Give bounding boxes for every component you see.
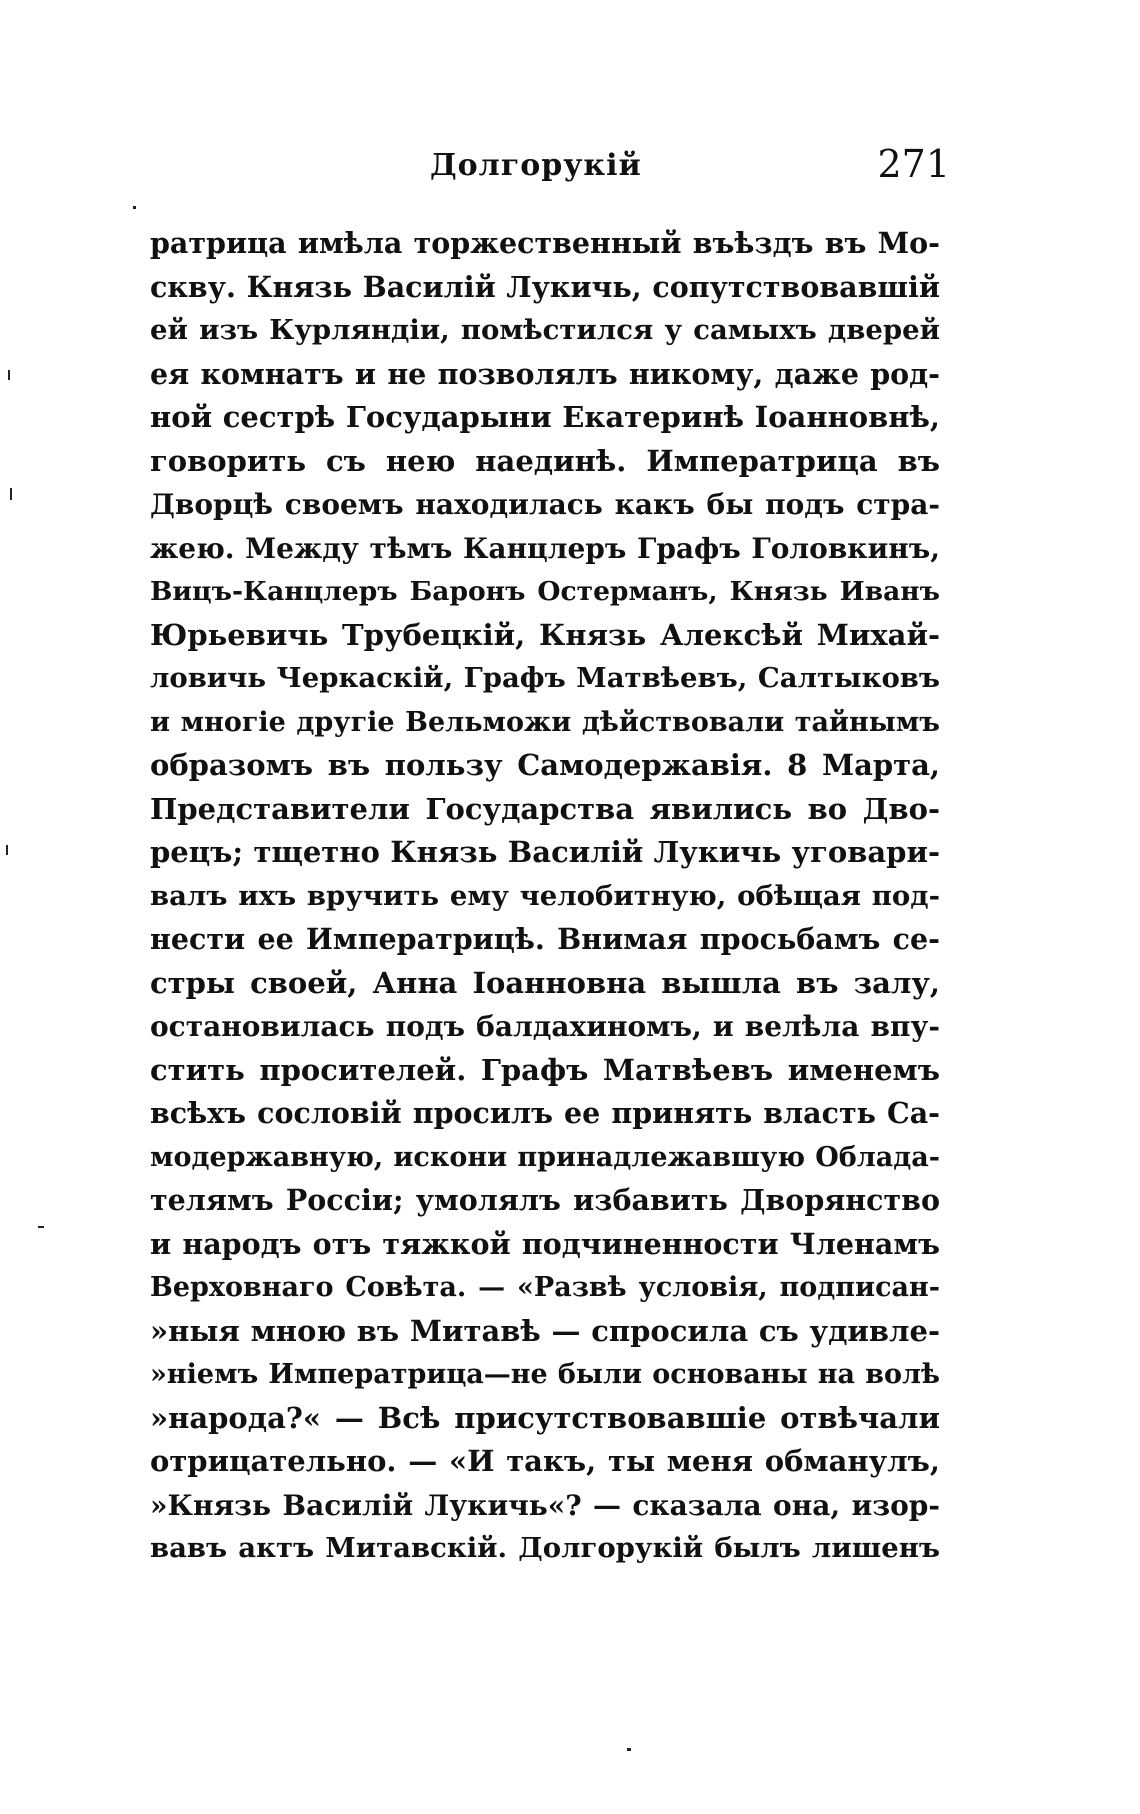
margin-speck bbox=[10, 488, 12, 500]
text-line: отрицательно. — «И такъ, ты меня обманулъ, bbox=[150, 1444, 940, 1478]
text-line: Верховнаго Совѣта. — «Развѣ условія, подписан- bbox=[150, 1272, 940, 1303]
text-line: Дворцѣ своемъ находилась какъ бы подъ стра- bbox=[150, 488, 940, 521]
text-line: Вицъ-Канцлеръ Баронъ Остерманъ, Князь Иванъ bbox=[150, 576, 940, 607]
text-line: »ніемъ Императрица—не были основаны на волѣ bbox=[150, 1359, 940, 1390]
text-line: образомъ въ пользу Самодержавія. 8 Марта, bbox=[150, 748, 940, 782]
running-title: Долгорукій bbox=[430, 148, 642, 183]
text-line: стры своей, Анна Іоанновна вышла въ залу, bbox=[150, 965, 940, 1000]
margin-speck bbox=[38, 1226, 44, 1228]
text-line: ратрица имѣла торжественный въѣздъ въ Мо- bbox=[150, 226, 940, 260]
margin-speck bbox=[6, 845, 8, 855]
text-line: говорить съ нею наединѣ. Императрица въ bbox=[150, 443, 940, 478]
text-line: всѣхъ сословій просилъ ее принять власть Са- bbox=[150, 1096, 940, 1130]
margin-speck bbox=[133, 206, 136, 209]
text-line: ной сестрѣ Государыни Екатеринѣ Іоанновнѣ, bbox=[150, 400, 940, 434]
text-line: и многіе другіе Вельможи дѣйствовали тайнымъ bbox=[150, 706, 940, 738]
text-line: рецъ; тщетно Князь Василій Лукичь уговари- bbox=[150, 835, 940, 869]
text-line: ея комнатъ и не позволялъ никому, даже род- bbox=[150, 356, 940, 391]
text-line: телямъ Россіи; умолялъ избавить Дворянство bbox=[150, 1183, 940, 1217]
margin-speck bbox=[8, 370, 10, 380]
text-line: »народа?« — Всѣ присутствовавшіе отвѣчали bbox=[150, 1400, 940, 1435]
text-line: стить просителей. Графъ Матвѣевъ именемъ bbox=[150, 1052, 940, 1087]
text-line: жею. Между тѣмъ Канцлеръ Графъ Головкинъ, bbox=[150, 531, 940, 565]
text-line: скву. Князь Василій Лукичь, сопутствовавшій bbox=[150, 269, 940, 304]
body-text bbox=[150, 222, 940, 1571]
text-line: ей изъ Курляндіи, помѣстился у самыхъ дверей bbox=[150, 314, 940, 346]
text-line: вавъ актъ Митавскій. Долгорукій былъ лишенъ bbox=[150, 1532, 940, 1564]
text-line: нести ее Императрицѣ. Внимая просьбамъ се- bbox=[150, 922, 940, 956]
text-line: Юрьевичь Трубецкій, Князь Алексѣй Михай- bbox=[150, 617, 940, 652]
page-number: 271 bbox=[877, 142, 950, 186]
text-line: »Князь Василій Лукичь«? — сказала она, изор- bbox=[150, 1488, 940, 1522]
text-line: »ныя мною въ Митавѣ — спросила съ удивле- bbox=[150, 1313, 940, 1348]
text-line: и народъ отъ тяжкой подчиненности Членамъ bbox=[150, 1226, 940, 1261]
running-head bbox=[150, 142, 950, 198]
text-line: Представители Государства явились во Дво- bbox=[150, 791, 940, 826]
text-line: валъ ихъ вручить ему челобитную, обѣщая под- bbox=[150, 879, 940, 912]
text-line: ловичь Черкаскій, Графъ Матвѣевъ, Салтыковъ bbox=[150, 662, 940, 694]
margin-speck bbox=[627, 1748, 631, 1751]
text-line: остановилась подъ балдахиномъ, и велѣла впу- bbox=[150, 1010, 940, 1043]
text-line: модержавную, искони принадлежавшую Облада- bbox=[150, 1141, 940, 1173]
